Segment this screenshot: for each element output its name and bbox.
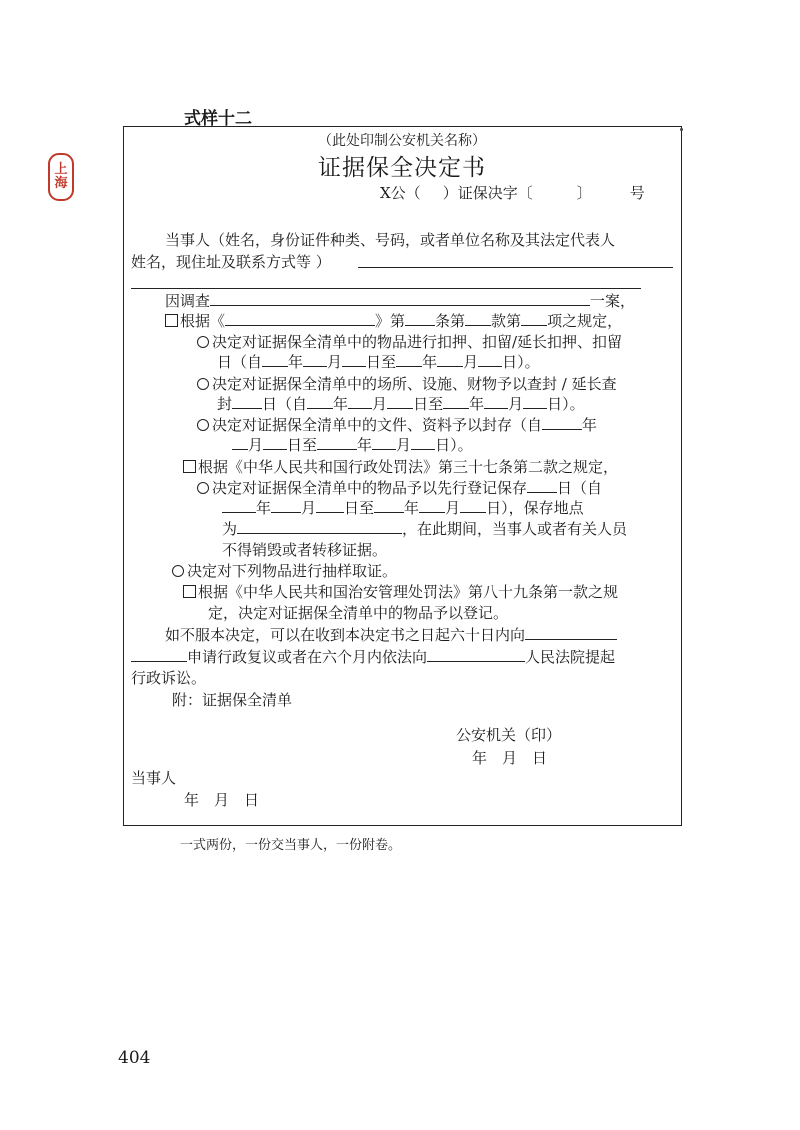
option-1-line-1	[197, 332, 622, 352]
radio-option-4[interactable]	[197, 482, 209, 494]
appeal-line-3: 行政诉讼。	[131, 669, 207, 687]
checkbox-basis-3[interactable]	[183, 585, 196, 598]
opt4-e2: 月	[445, 499, 461, 517]
basis-3-line-1	[183, 582, 618, 602]
court-blank	[427, 647, 525, 662]
blank	[484, 394, 508, 409]
blank	[411, 435, 435, 450]
basis-1-prefix: 根据《	[180, 312, 226, 330]
option-3-line-2	[232, 435, 473, 455]
blank	[232, 435, 248, 450]
opt4-b2: 月	[301, 499, 317, 517]
investigation-line	[165, 291, 635, 311]
blank	[316, 498, 344, 513]
opt1-c: 月	[327, 353, 343, 371]
opt1-b: 年	[288, 353, 304, 371]
party-line-2: 姓名，现住址及联系方式等 ）	[131, 253, 331, 271]
clause-blank	[465, 311, 491, 326]
blank	[262, 352, 288, 367]
opt4-b: 日（自	[557, 479, 603, 497]
article-blank	[405, 311, 435, 326]
option-2-line-1	[197, 374, 617, 394]
blank	[542, 415, 582, 430]
document-title: 证据保全决定书	[318, 155, 486, 181]
party-fill-line	[358, 267, 673, 268]
blank	[303, 352, 327, 367]
doc-number-prefix: X公（	[380, 184, 421, 202]
option-3-line-1	[197, 415, 597, 435]
basis-1-p2: 》第	[375, 312, 406, 330]
option-1-line-2	[217, 352, 540, 372]
blank	[317, 435, 357, 450]
opt4-b3: ，在此期间，当事人或者有关人员	[402, 520, 628, 538]
org-name-note: （此处印制公安机关名称）	[318, 133, 486, 149]
form-heading: 式样十二	[184, 109, 252, 129]
opt2-f: 年	[469, 395, 485, 413]
basis-2-text: 根据《中华人民共和国行政处罚法》第三十七条第二款之规定，	[198, 458, 619, 476]
option-4-line-3	[222, 519, 627, 539]
authority-date: 年 月 日	[472, 749, 548, 767]
seal-stamp	[48, 153, 74, 201]
case-name-blank	[210, 291, 590, 306]
basis-1-line	[165, 311, 622, 331]
opt1-f: 月	[463, 353, 479, 371]
opt2-a: 封	[217, 395, 233, 413]
authority-seal: 公安机关（印）	[456, 726, 562, 744]
option-1-text: 决定对证据保全清单中的物品进行扣押、扣留/延长扣押、扣留	[212, 333, 623, 351]
appeal-text-1: 如不服本决定，可以在收到本决定书之日起六十日内向	[165, 626, 526, 644]
opt4-a3: 为	[222, 520, 238, 538]
frame-mark	[680, 128, 683, 131]
opt1-g: 日）。	[502, 353, 540, 371]
opt1-e: 年	[422, 353, 438, 371]
party-fill-line-2	[131, 288, 641, 289]
footnote: 一式两份，一份交当事人，一份附卷。	[180, 838, 402, 853]
blank	[271, 498, 301, 513]
investigation-suffix: 一案，	[590, 292, 636, 310]
document-number	[380, 183, 645, 203]
opt4-c2: 日至	[344, 499, 375, 517]
blank	[527, 478, 557, 493]
doc-number-end: 号	[629, 184, 645, 202]
opt3-a2: 月	[248, 436, 264, 454]
opt2-g: 月	[508, 395, 524, 413]
opt3-b: 年	[582, 416, 598, 434]
blank	[342, 352, 366, 367]
option-4-line-2	[222, 498, 584, 518]
investigation-prefix: 因调查	[165, 292, 211, 310]
option-2-line-2	[217, 394, 585, 414]
option-4-line-4: 不得销毁或者转移证据。	[222, 541, 388, 559]
doc-number-mid: ）证保决字〔	[442, 184, 533, 202]
basis-1-p3: 条第	[435, 312, 466, 330]
blank	[460, 498, 486, 513]
blank	[387, 394, 413, 409]
option-5-line	[172, 561, 397, 581]
checkbox-basis-2[interactable]	[183, 460, 196, 473]
opt3-c2: 年	[357, 436, 373, 454]
opt3-d2: 月	[396, 436, 412, 454]
opt2-e: 日至	[413, 395, 444, 413]
radio-option-3[interactable]	[197, 419, 209, 431]
appeal-text-2a: 申请行政复议或者在六个月内依法向	[187, 648, 428, 666]
page-number: 404	[118, 1048, 151, 1068]
opt4-d2: 年	[404, 499, 420, 517]
basis-1-p4: 款第	[491, 312, 522, 330]
doc-number-suffix: 〕	[576, 184, 592, 202]
blank	[523, 394, 547, 409]
party-signature: 当事人	[131, 769, 177, 787]
option-3-text: 决定对证据保全清单中的文件、资料予以封存（自	[212, 416, 543, 434]
blank	[437, 352, 463, 367]
blank	[419, 498, 445, 513]
basis-1-p5: 项之规定，	[547, 312, 623, 330]
opt2-b: 日（自	[262, 395, 308, 413]
blank	[374, 498, 404, 513]
blank	[232, 394, 262, 409]
blank	[372, 435, 396, 450]
opt2-c: 年	[333, 395, 349, 413]
radio-option-2[interactable]	[197, 378, 209, 390]
storage-location-blank	[237, 519, 402, 534]
review-agency-blank	[525, 625, 617, 640]
option-2-text: 决定对证据保全清单中的场所、设施、财物予以查封 / 延长查	[212, 375, 617, 393]
item-blank	[521, 311, 547, 326]
review-agency-blank-2	[131, 647, 187, 662]
law-name-blank	[225, 311, 375, 326]
appeal-line-1	[165, 625, 617, 645]
option-4-line-1	[197, 478, 602, 498]
blank	[443, 394, 469, 409]
opt2-d: 月	[372, 395, 388, 413]
basis-2-line	[183, 457, 618, 477]
basis-3-line-2: 定，决定对证据保全清单中的物品予以登记。	[208, 604, 509, 622]
basis-3-text: 根据《中华人民共和国治安管理处罚法》第八十九条第一款之规	[198, 583, 619, 601]
radio-option-1[interactable]	[197, 336, 209, 348]
party-date: 年 月 日	[184, 791, 260, 809]
checkbox-basis-1[interactable]	[165, 314, 178, 327]
opt3-b2: 日至	[287, 436, 318, 454]
option-5-text: 决定对下列物品进行抽样取证。	[187, 562, 398, 580]
opt3-e2: 日）。	[435, 436, 473, 454]
party-line-1: 当事人（姓名，身份证件种类、号码，或者单位名称及其法定代表人	[165, 231, 616, 249]
blank	[222, 498, 256, 513]
appeal-text-2b: 人民法院提起	[525, 648, 616, 666]
opt2-h: 日）。	[547, 395, 585, 413]
opt4-a2: 年	[256, 499, 272, 517]
appeal-line-2	[131, 647, 615, 667]
radio-option-5[interactable]	[172, 565, 184, 577]
blank	[307, 394, 333, 409]
option-4-text: 决定对证据保全清单中的物品予以先行登记保存	[212, 479, 528, 497]
blank	[348, 394, 372, 409]
blank	[263, 435, 287, 450]
opt1-a: 日（自	[217, 353, 263, 371]
opt1-d: 日至	[366, 353, 397, 371]
opt4-f2: 日），保存地点	[486, 499, 584, 517]
blank	[478, 352, 502, 367]
seal-stamp-text: 上海	[54, 162, 68, 191]
blank	[396, 352, 422, 367]
attachment-note: 附：证据保全清单	[172, 691, 293, 709]
